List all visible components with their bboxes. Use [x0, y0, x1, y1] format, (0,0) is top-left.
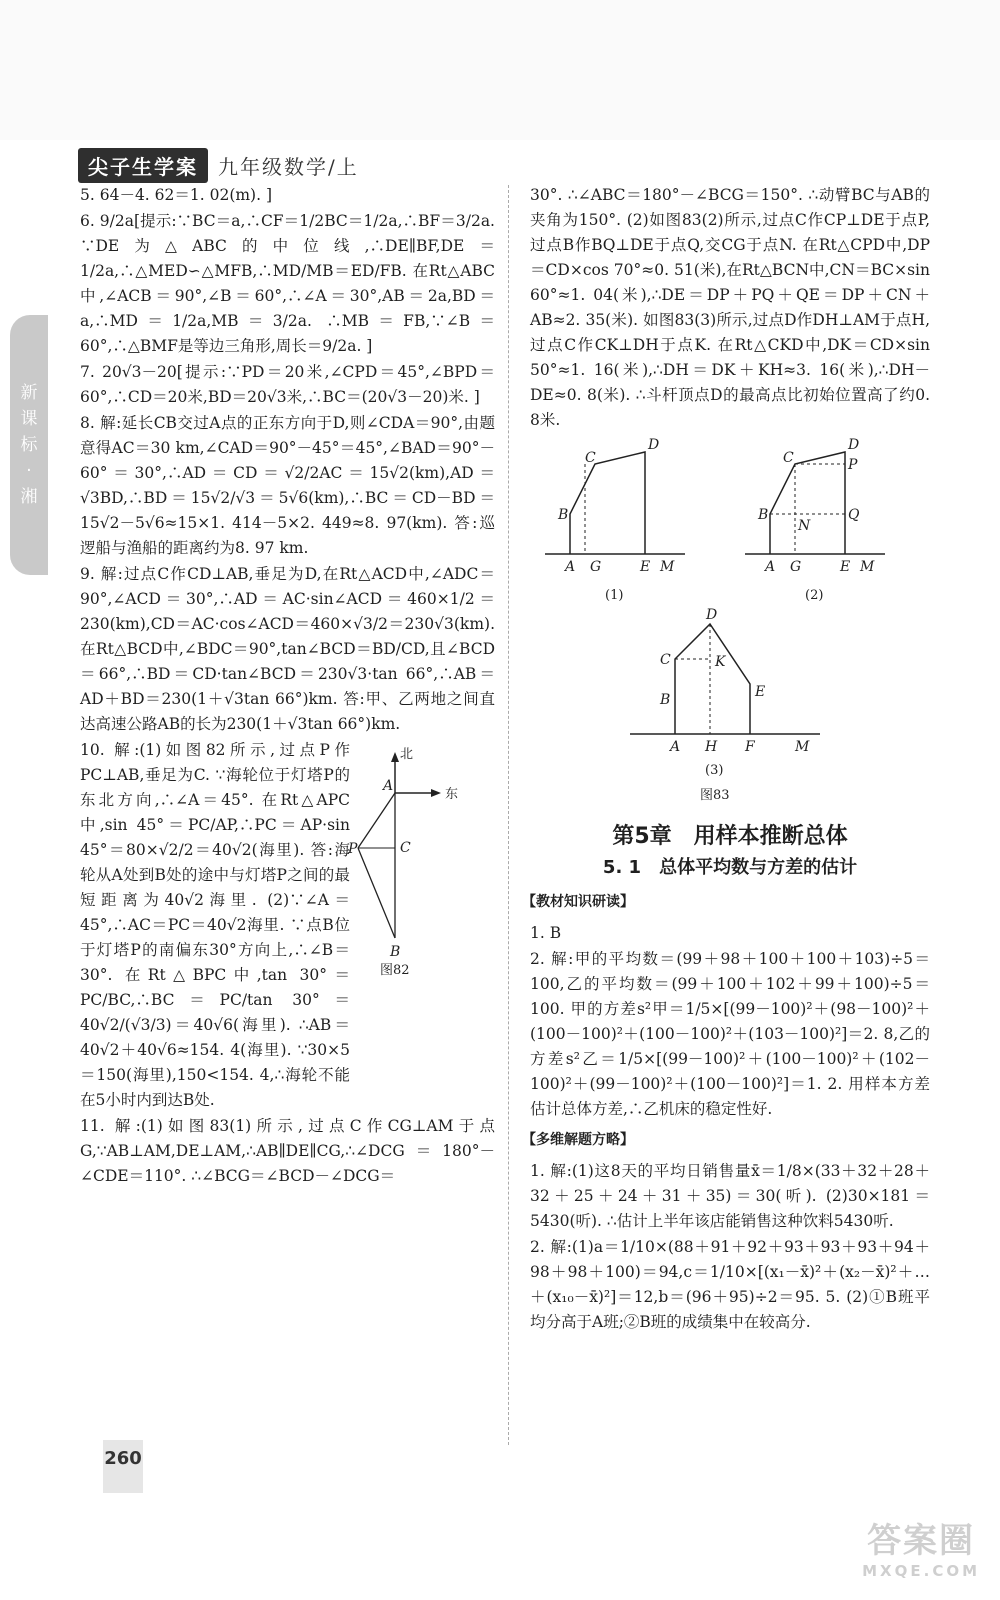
figure-83-3 — [630, 607, 820, 803]
figure-82 — [350, 738, 495, 978]
point-d: D — [848, 437, 860, 453]
answer-paragraph: 10. 解:(1)如图82所示,过点P作PC⊥AB,垂足为C. ∵海轮位于灯塔P的东北方向,∴∠A＝45°. 在Rt△APC中,sin 45°＝PC/AP,∴PC＝AP·sin 45°＝80×√2/2＝40√2(海里). 答:海轮从A处到B处的途中与灯塔P之间的最短距离为40√2海里. (2)∵∠A＝45°,∴AC＝PC＝40√2海里. ∵点B位于灯塔P的南偏东30°方向上,∴∠B＝30°. 在Rt△BPC中,tan 30°＝PC/BC,∴BC＝PC/tan 30°＝40√2/(√3/3)＝40√6(海里). ∴AB＝40√2＋40√6≈154. 4(海里). ∵30×5＝150(海里),150<154. 4,∴海轮不能在5小时内到达B处. — [80, 741, 350, 1109]
watermark-text: 答案圈 — [867, 1521, 976, 1561]
point-p: P — [348, 841, 358, 857]
point-g: G — [590, 559, 602, 575]
top-margin — [0, 0, 1000, 140]
point-c: C — [585, 450, 596, 466]
answer-paragraph: 1. 解:(1)这8天的平均日销售量x̄＝1/8×(33＋32＋28＋32＋25＋24＋31＋35)＝30(听). (2)30×181＝5430(听). ∴估计上半年该店能销售这种饮料5430听. — [530, 1162, 930, 1230]
figure-83-caption: 图83 — [700, 788, 730, 803]
east-label: 东 — [445, 787, 459, 802]
point-b: B — [758, 507, 769, 523]
point-n: N — [798, 518, 811, 534]
point-f: F — [745, 739, 755, 755]
point-a: A — [383, 778, 394, 794]
subfigure-label: (2) — [805, 588, 824, 603]
side-tab-char: 湘 — [20, 487, 38, 507]
excavator-arm — [675, 624, 750, 734]
answer-paragraph: 2. 解:甲的平均数＝(99＋98＋100＋100＋103)÷5＝100,乙的平均数＝(99＋100＋102＋99＋100)÷5＝100. 甲的方差s²甲＝1/5×[(99－100)²＋(98－100)²＋(100－100)²＋(100－100)²＋(103－100)²]＝2. 8,乙的方差s²乙＝1/5×[(99－100)²＋(100－100)²＋(102－100)²＋(99－100)²＋(100－100)²]＝1. 2. 用样本方差估计总体方差,∴乙机床的稳定性好. — [530, 950, 930, 1118]
side-tab — [10, 315, 48, 575]
figure-82-caption: 图82 — [380, 963, 410, 978]
answer-paragraph: 1. B — [530, 924, 562, 942]
column-divider — [508, 185, 509, 1445]
point-d: D — [706, 607, 718, 623]
brand-logo: 尖子生学案 — [78, 148, 208, 183]
side-tab-char: · — [26, 461, 32, 481]
north-arrow-head — [391, 752, 399, 762]
point-k: K — [715, 654, 726, 670]
question-10-block — [80, 738, 495, 1114]
point-c: C — [400, 840, 411, 856]
point-e: E — [755, 684, 766, 700]
segment-pb — [358, 848, 395, 938]
point-b: B — [558, 507, 569, 523]
answer-paragraph: 9. 解:过点C作CD⊥AB,垂足为D,在Rt△ACD中,∠ADC＝90°,∠ACD＝30°,∴AD＝AC·sin∠ACD＝460×1/2＝230(km),CD＝AC·cos∠ACD＝460×√3/2＝230√3(km). 在Rt△BCD中,∠BDC＝90°,tan∠BCD＝BD/CD,且∠BCD＝66°,∴BD＝CD·tan∠BCD＝230√3·tan 66°,∴AB＝AD＋BD＝230(1＋√3tan 66°)km. 答:甲、乙两地之间直达高速公路AB的长为230(1＋√3tan 66°)km. — [80, 565, 495, 733]
watermark — [862, 1513, 980, 1580]
section-label: 【多维解题方略】 — [522, 1132, 634, 1148]
answer-paragraph: 8. 解:延长CB交过A点的正东方向于D,则∠CDA＝90°,由题意得AC＝30 km,∠CAD＝90°－45°＝45°,∠BAD＝90°－60°＝30°,∴AD＝CD＝√2/2AC＝15√2(km),AD＝√3BD,∴BD＝15√2/√3＝5√6(km),∴BC＝CD－BD＝15√2－5√6≈15×1. 414－5×2. 449≈8. 97(km). 答:巡逻船与渔船的距离约为8. 97 km. — [80, 414, 495, 557]
point-m: M — [860, 559, 875, 575]
point-a: A — [765, 559, 776, 575]
point-q: Q — [848, 507, 860, 523]
figure-83-2 — [745, 437, 885, 603]
answer-paragraph: 2. 解:(1)a＝1/10×(88＋91＋92＋93＋93＋93＋94＋98＋98＋100)＝94,c＝1/10×[(x₁－x̄)²＋(x₂－x̄)²＋…＋(x₁₀－x̄)²]＝12,b＝(96＋95)÷2＝95. 5. (2)①B班平均分高于A班;②B班的成绩集中在较高分. — [530, 1238, 930, 1331]
point-m: M — [660, 559, 675, 575]
segment-ap — [358, 793, 395, 848]
excavator-arm — [770, 452, 845, 554]
figure-83-1 — [545, 437, 685, 603]
answer-paragraph: 30°. ∴∠ABC＝180°－∠BCG＝150°. ∴动臂BC与AB的夹角为150°. (2)如图83(2)所示,过点C作CP⊥DE于点P,过点B作BQ⊥DE于点Q,交CG于点N. 在Rt△CPD中,DP＝CD×cos 70°≈0. 51(米),在Rt△BCN中,CN＝BC×sin 60°≈1. 04(米),∴DE＝DP＋PQ＋QE＝DP＋CN＋AB≈2. 35(米). 如图83(3)所示,过点D作DH⊥AM于点H,过点C作CK⊥DH于点K. 在Rt△CKD中,DK＝CD×sin 50°≈1. 16(米),∴DH＝DK＋KH≈3. 16(米),∴DH－DE≈0. 8(米). ∴斗杆顶点D的最高点比初始位置高了约0. 8米. — [530, 186, 930, 429]
point-a: A — [670, 739, 681, 755]
answer-paragraph: 6. 9/2a[提示:∵BC＝a,∴CF＝1/2BC＝1/2a,∴BF＝3/2a. ∵DE为△ABC的中位线,∴DE∥BF,DE＝1/2a,∴△MED∽△MFB,∴MD/MB＝ED/FB. 在Rt△ABC中,∠ACB＝90°,∠B＝60°,∴∠A＝30°,AB＝2a,BD＝a,∴MD＝1/2a,MB＝3/2a. ∴MB＝FB,∵∠B＝60°,∴△BMF是等边三角形,周长＝9/2a. ] — [80, 212, 495, 355]
chapter-title: 第5章 用样本推断总体 — [612, 824, 848, 849]
section-label: 【教材知识研读】 — [522, 894, 634, 910]
east-arrow-head — [431, 789, 441, 797]
right-column — [522, 183, 930, 1336]
point-e: E — [840, 559, 851, 575]
watermark-url: MXQE.COM — [862, 1562, 980, 1580]
point-c: C — [660, 652, 671, 668]
answer-paragraph: 11. 解:(1)如图83(1)所示,过点C作CG⊥AM于点G,∵AB⊥AM,DE⊥AM,∴AB∥DE∥CG,∴∠DCG＝180°－∠CDE＝110°. ∴∠BCG＝∠BCD－∠DCG＝ — [80, 1117, 495, 1185]
point-p: P — [848, 457, 858, 473]
point-m: M — [795, 739, 810, 755]
page-number: 260 — [103, 1440, 143, 1493]
section-title: 5. 1 总体平均数与方差的估计 — [602, 857, 858, 878]
point-d: D — [648, 437, 660, 453]
point-a: A — [565, 559, 576, 575]
subfigure-label: (3) — [705, 763, 724, 778]
north-label: 北 — [400, 747, 414, 762]
answer-paragraph: 5. 64－4. 62＝1. 02(m). ] — [80, 186, 273, 204]
point-b: B — [660, 692, 671, 708]
side-tab-char: 新 — [20, 383, 38, 403]
point-c: C — [783, 450, 794, 466]
excavator-arm — [570, 452, 645, 554]
point-e: E — [640, 559, 651, 575]
point-b: B — [390, 944, 401, 960]
point-h: H — [705, 739, 718, 755]
left-column — [80, 183, 495, 1190]
course-title: 九年级数学/上 — [218, 155, 359, 179]
answer-paragraph: 7. 20√3－20[提示:∵PD＝20米,∠CPD＝45°,∠BPD＝60°,∴CD＝20米,BD＝20√3米,∴BC＝(20√3－20)米. ] — [80, 363, 495, 406]
side-tab-char: 课 — [20, 409, 38, 429]
page-header — [78, 148, 359, 183]
point-g: G — [790, 559, 802, 575]
side-tab-char: 标 — [20, 435, 38, 455]
subfigure-label: (1) — [605, 588, 624, 603]
figure-83 — [530, 434, 930, 814]
